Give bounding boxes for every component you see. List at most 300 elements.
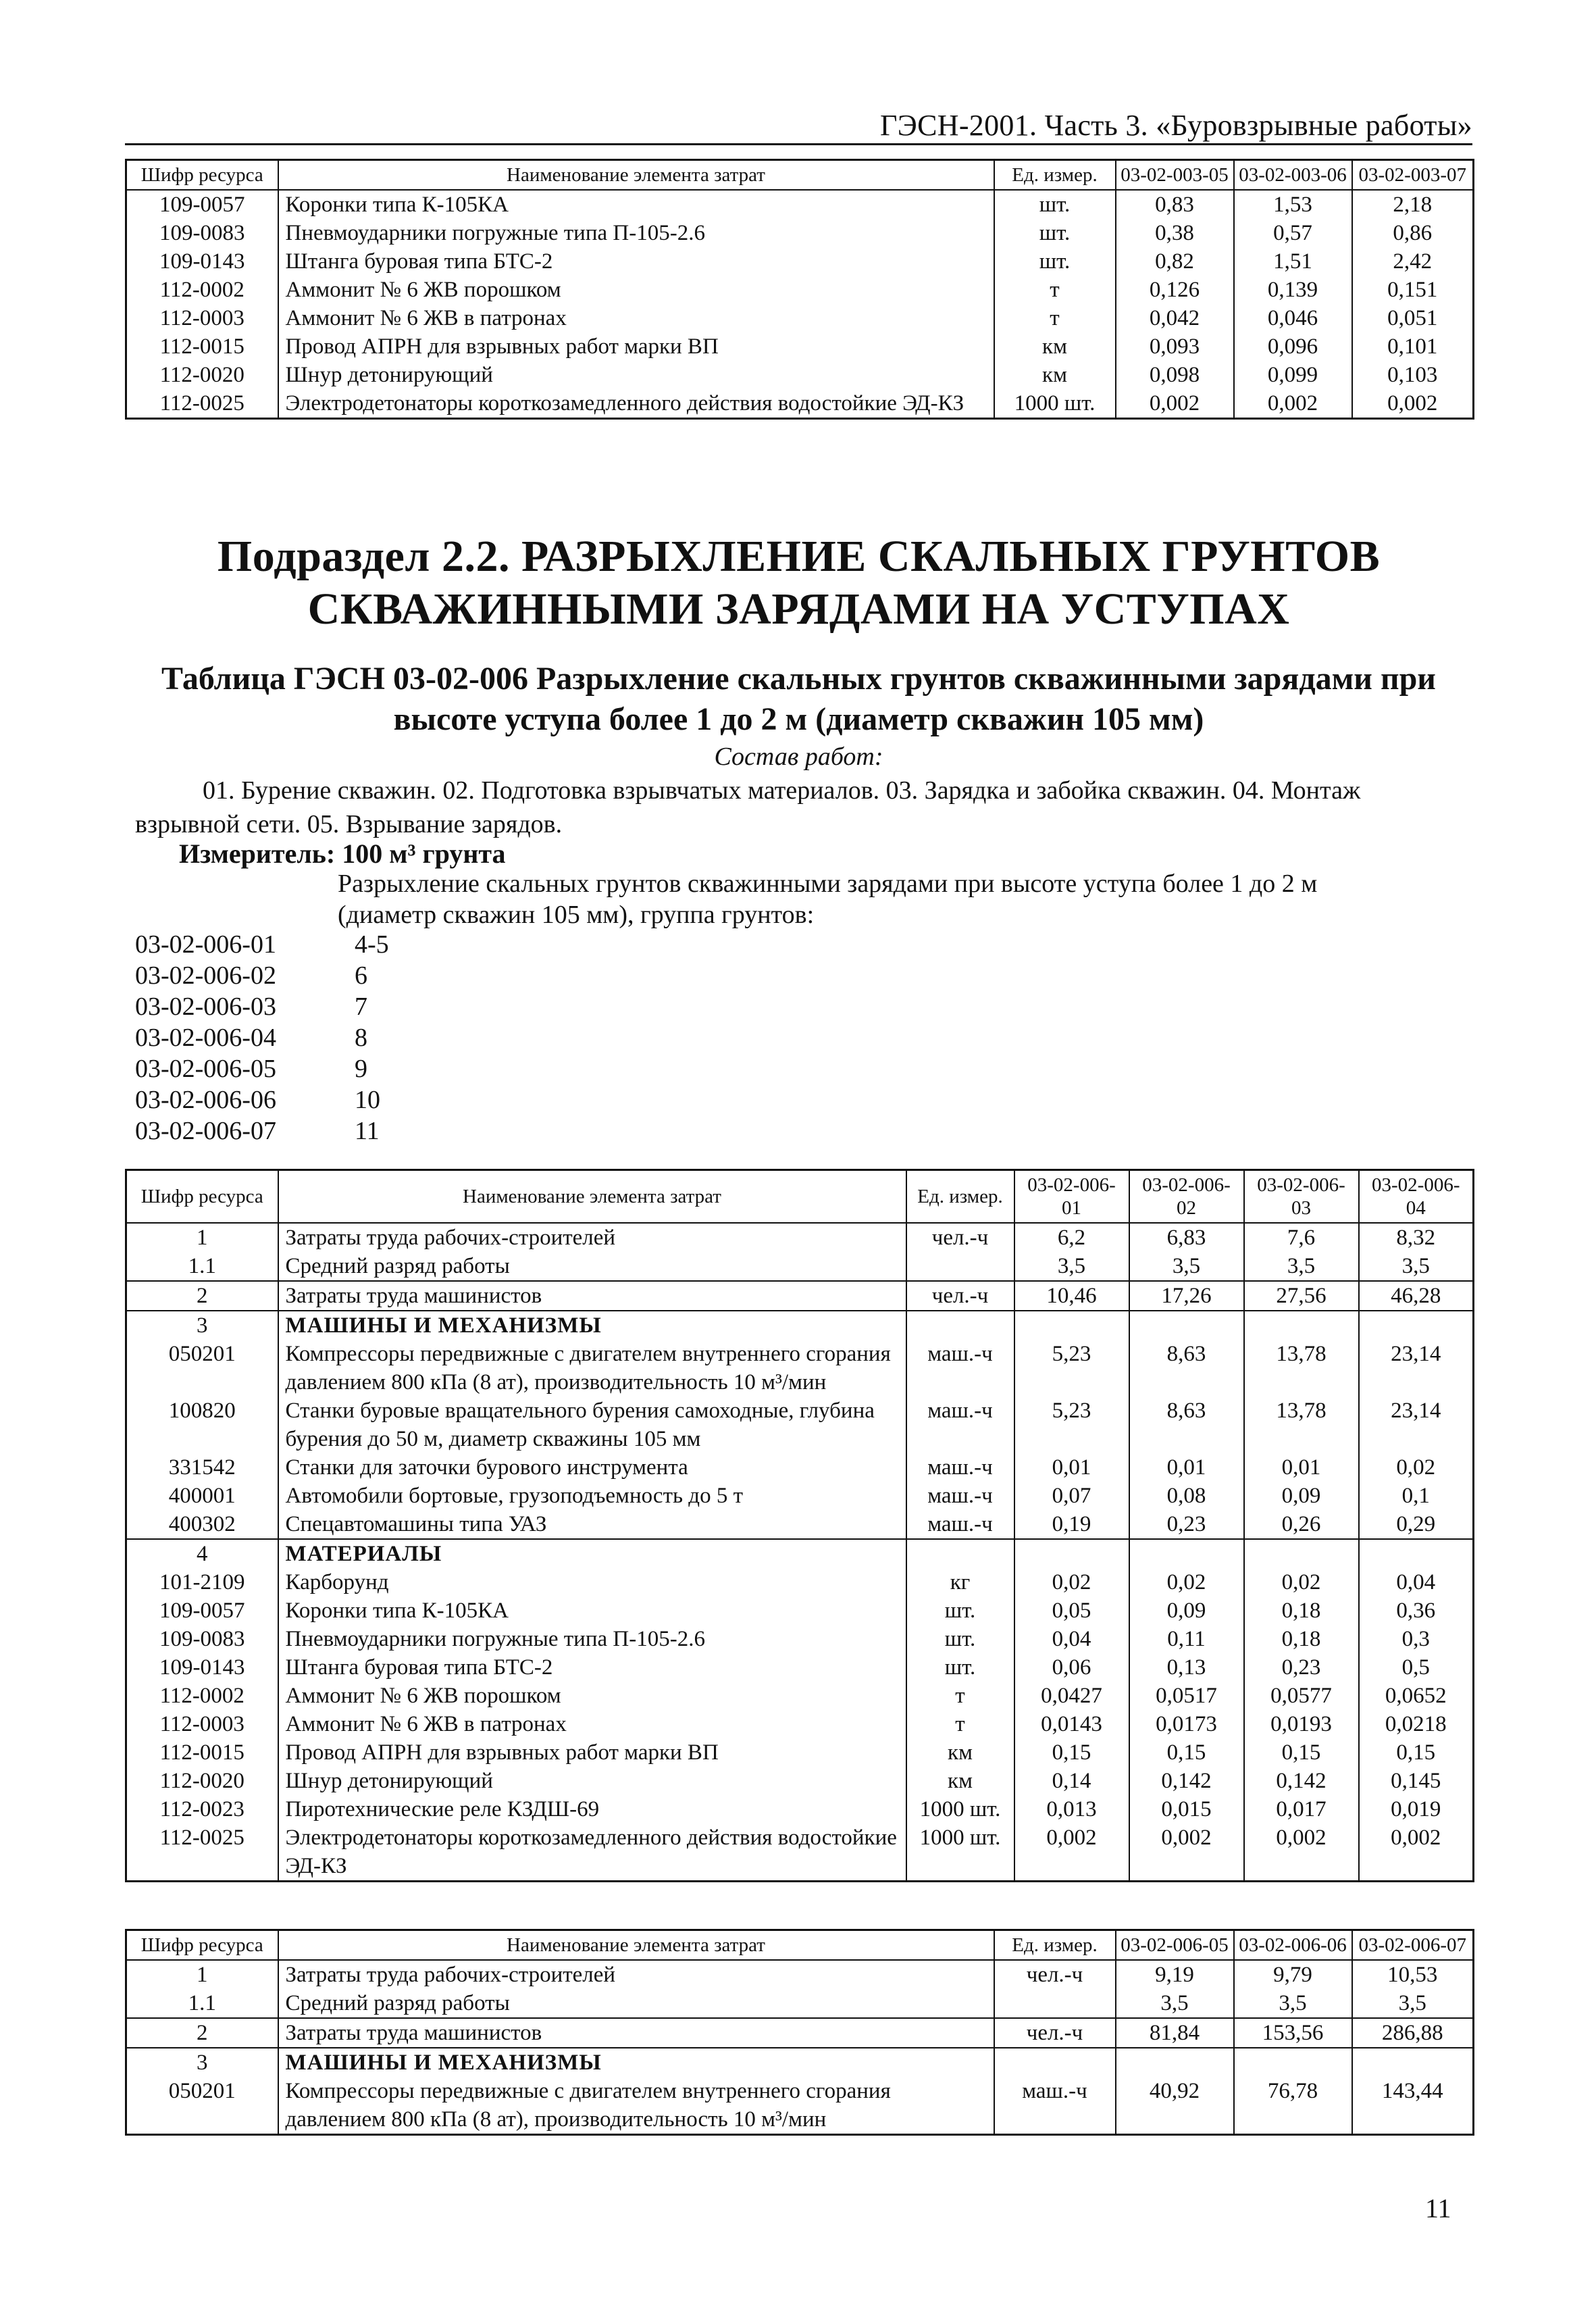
value-cell: 81,84	[1116, 2018, 1234, 2048]
table-row	[126, 1710, 1474, 1738]
table-row	[126, 332, 1474, 361]
resource-code-cell: 112-0003	[126, 1710, 278, 1738]
value-cell: 0,05	[1014, 1596, 1129, 1625]
resource-name-cell: Аммонит № 6 ЖВ в патронах	[278, 304, 994, 332]
value-cell: 0,142	[1244, 1767, 1359, 1795]
value-cell: 0,002	[1244, 1823, 1359, 1882]
table-row	[126, 1252, 1474, 1281]
section-heading-cell: МАШИНЫ И МЕХАНИЗМЫ	[278, 2048, 994, 2077]
value-cell: 1,51	[1234, 247, 1352, 276]
value-cell: 76,78	[1234, 2077, 1352, 2135]
resource-name-cell: Электродетонаторы короткозамедленного действия водостойкие ЭД-КЗ	[278, 389, 994, 419]
value-cell: 0,04	[1359, 1568, 1474, 1596]
resource-name-cell: Средний разряд работы	[278, 1989, 994, 2018]
resource-code-cell: 1	[126, 1960, 278, 1989]
value-cell: 0,0193	[1244, 1710, 1359, 1738]
resource-name-cell: Аммонит № 6 ЖВ в патронах	[278, 1710, 906, 1738]
value-cell: 0,57	[1234, 219, 1352, 247]
resource-name-cell: Компрессоры передвижные с двигателем внутреннего сгорания давлением 800 кПа (8 ат), производительность 10 м³/мин	[278, 1340, 906, 1397]
value-cell: 0,09	[1129, 1596, 1244, 1625]
table-header-row	[126, 1170, 1474, 1224]
unit-cell: шт.	[994, 219, 1116, 247]
table-row	[126, 1596, 1474, 1625]
resource-name-cell: Пневмоударники погружные типа П-105-2.6	[278, 1625, 906, 1653]
value-cell: 9,19	[1116, 1960, 1234, 1989]
value-cell	[1244, 1539, 1359, 1568]
value-cell: 6,2	[1014, 1223, 1129, 1252]
subsection-title-line2: СКВАЖИННЫМИ ЗАРЯДАМИ НА УСТУПАХ	[307, 584, 1290, 634]
running-header: ГЭСН-2001. Часть 3. «Буровзрывные работы»	[880, 109, 1472, 142]
norm-code: 03-02-006-06	[135, 1086, 276, 1114]
unit-cell: чел.-ч	[994, 1960, 1116, 1989]
column-header: Шифр ресурса	[126, 1170, 278, 1224]
resource-code-cell: 1.1	[126, 1989, 278, 2018]
table-header-row	[126, 160, 1474, 191]
table-row	[126, 1823, 1474, 1882]
table-row	[126, 1510, 1474, 1539]
value-cell: 0,101	[1352, 332, 1474, 361]
norm-code: 03-02-006-07	[135, 1117, 276, 1145]
resource-name-cell: Спецавтомашины типа УАЗ	[278, 1510, 906, 1539]
table-row	[126, 1738, 1474, 1767]
value-cell: 0,82	[1116, 247, 1234, 276]
table-row	[126, 1397, 1474, 1453]
value-cell: 0,0218	[1359, 1710, 1474, 1738]
resource-code-cell: 2	[126, 2018, 278, 2048]
table-row	[126, 1340, 1474, 1397]
resource-code-cell: 112-0020	[126, 1767, 278, 1795]
value-cell: 0,15	[1359, 1738, 1474, 1767]
value-cell: 40,92	[1116, 2077, 1234, 2135]
value-cell: 0,02	[1359, 1453, 1474, 1482]
measure-unit: Измеритель: 100 м³ грунта	[179, 838, 506, 869]
value-cell: 13,78	[1244, 1340, 1359, 1397]
unit-cell: маш.-ч	[906, 1453, 1014, 1482]
table-row	[126, 1960, 1474, 1989]
value-cell: 0,07	[1014, 1482, 1129, 1510]
unit-cell: 1000 шт.	[906, 1795, 1014, 1823]
resource-code-cell: 109-0143	[126, 247, 278, 276]
value-cell: 0,002	[1116, 389, 1234, 419]
value-cell: 0,051	[1352, 304, 1474, 332]
value-cell: 0,017	[1244, 1795, 1359, 1823]
unit-cell: маш.-ч	[906, 1340, 1014, 1397]
unit-cell	[994, 1989, 1116, 2018]
unit-cell	[994, 2048, 1116, 2077]
norm-code-item	[135, 1115, 389, 1147]
value-cell: 0,096	[1234, 332, 1352, 361]
resource-code-cell: 112-0003	[126, 304, 278, 332]
resource-name-cell: Коронки типа К-105КА	[278, 190, 994, 219]
soil-group: 11	[355, 1117, 380, 1145]
value-cell: 0,0143	[1014, 1710, 1129, 1738]
resource-code-cell: 100820	[126, 1397, 278, 1453]
table-row	[126, 190, 1474, 219]
table-row	[126, 1223, 1474, 1252]
value-cell: 0,0577	[1244, 1682, 1359, 1710]
table-row	[126, 2048, 1474, 2077]
table-row	[126, 1453, 1474, 1482]
column-header: Ед. измер.	[994, 160, 1116, 191]
resource-table-top	[125, 159, 1474, 420]
unit-cell: т	[994, 304, 1116, 332]
value-cell: 0,15	[1014, 1738, 1129, 1767]
value-cell: 27,56	[1244, 1281, 1359, 1311]
soil-group: 8	[355, 1024, 367, 1052]
resource-name-cell: Средний разряд работы	[278, 1252, 906, 1281]
value-cell: 0,002	[1129, 1823, 1244, 1882]
column-header: Наименование элемента затрат	[278, 160, 994, 191]
resource-code-cell: 112-0025	[126, 1823, 278, 1882]
table-row	[126, 1989, 1474, 2018]
resource-name-cell: Пиротехнические реле КЗДШ-69	[278, 1795, 906, 1823]
resource-code-cell: 112-0025	[126, 389, 278, 419]
value-cell: 0,042	[1116, 304, 1234, 332]
resource-name-cell: Затраты труда рабочих-строителей	[278, 1223, 906, 1252]
resource-name-cell: Провод АПРН для взрывных работ марки ВП	[278, 332, 994, 361]
value-cell: 0,11	[1129, 1625, 1244, 1653]
resource-code-cell: 4	[126, 1539, 278, 1568]
value-cell: 0,5	[1359, 1653, 1474, 1682]
table-row	[126, 361, 1474, 389]
table-row	[126, 219, 1474, 247]
resource-code-cell: 112-0020	[126, 361, 278, 389]
table-row	[126, 1281, 1474, 1311]
composition-text: 01. Бурение скважин. 02. Подготовка взрывчатых материалов. 03. Зарядка и забойка скважин. 04. Монтаж взрывной сети. 05. Взрывание зарядов.	[135, 776, 1361, 838]
value-cell: 23,14	[1359, 1397, 1474, 1453]
table-row	[126, 304, 1474, 332]
column-header: 03-02-006-05	[1116, 1930, 1234, 1961]
resource-code-cell: 112-0015	[126, 1738, 278, 1767]
table-row	[126, 276, 1474, 304]
resource-code-cell: 112-0023	[126, 1795, 278, 1823]
unit-cell: маш.-ч	[906, 1482, 1014, 1510]
resource-name-cell: Шнур детонирующий	[278, 1767, 906, 1795]
unit-cell: чел.-ч	[906, 1281, 1014, 1311]
table-header-row	[126, 1930, 1474, 1961]
value-cell: 0,01	[1014, 1453, 1129, 1482]
column-header: 03-02-006-07	[1352, 1930, 1474, 1961]
table-row	[126, 1568, 1474, 1596]
value-cell: 0,29	[1359, 1510, 1474, 1539]
norm-code-item	[135, 1022, 389, 1053]
value-cell: 0,002	[1359, 1823, 1474, 1882]
resource-code-cell: 050201	[126, 1340, 278, 1397]
resource-name-cell: Электродетонаторы короткозамедленного действия водостойкие ЭД-КЗ	[278, 1823, 906, 1882]
value-cell: 0,09	[1244, 1482, 1359, 1510]
resource-code-cell: 331542	[126, 1453, 278, 1482]
norm-code-list	[135, 929, 389, 1147]
value-cell: 0,18	[1244, 1596, 1359, 1625]
unit-cell: т	[906, 1710, 1014, 1738]
resource-name-cell: Шнур детонирующий	[278, 361, 994, 389]
value-cell: 3,5	[1129, 1252, 1244, 1281]
value-cell	[1116, 2048, 1234, 2077]
resource-name-cell: Коронки типа К-105КА	[278, 1596, 906, 1625]
column-header: 03-02-006-01	[1014, 1170, 1129, 1224]
value-cell	[1129, 1311, 1244, 1340]
resource-name-cell: Станки буровые вращательного бурения самоходные, глубина бурения до 50 м, диаметр скважины 105 мм	[278, 1397, 906, 1453]
soil-group: 6	[355, 961, 367, 990]
value-cell: 0,02	[1014, 1568, 1129, 1596]
column-header: Наименование элемента затрат	[278, 1170, 906, 1224]
value-cell: 0,002	[1014, 1823, 1129, 1882]
value-cell: 0,093	[1116, 332, 1234, 361]
unit-cell: кг	[906, 1568, 1014, 1596]
value-cell: 3,5	[1116, 1989, 1234, 2018]
value-cell: 0,013	[1014, 1795, 1129, 1823]
resource-name-cell: Станки для заточки бурового инструмента	[278, 1453, 906, 1482]
header-rule	[125, 143, 1472, 145]
value-cell: 17,26	[1129, 1281, 1244, 1311]
subsection-title-line1: Подраздел 2.2. РАЗРЫХЛЕНИЕ СКАЛЬНЫХ ГРУНТОВ	[217, 532, 1381, 581]
resource-name-cell: Компрессоры передвижные с двигателем внутреннего сгорания давлением 800 кПа (8 ат), производительность 10 м³/мин	[278, 2077, 994, 2135]
value-cell: 8,63	[1129, 1397, 1244, 1453]
value-cell: 2,42	[1352, 247, 1474, 276]
table-row	[126, 2018, 1474, 2048]
value-cell: 0,08	[1129, 1482, 1244, 1510]
value-cell	[1234, 2048, 1352, 2077]
soil-group: 9	[355, 1055, 367, 1083]
unit-cell	[906, 1311, 1014, 1340]
value-cell: 0,145	[1359, 1767, 1474, 1795]
table-row	[126, 1795, 1474, 1823]
resource-code-cell: 400001	[126, 1482, 278, 1510]
unit-cell: шт.	[906, 1596, 1014, 1625]
resource-code-cell: 112-0015	[126, 332, 278, 361]
norm-code-item	[135, 929, 389, 960]
table-title-line1: Таблица ГЭСН 03-02-006 Разрыхление скальных грунтов скважинными зарядами при	[161, 661, 1436, 697]
value-cell: 286,88	[1352, 2018, 1474, 2048]
value-cell: 1,53	[1234, 190, 1352, 219]
unit-cell	[906, 1252, 1014, 1281]
value-cell: 0,0173	[1129, 1710, 1244, 1738]
value-cell	[1359, 1311, 1474, 1340]
column-header: Ед. измер.	[906, 1170, 1014, 1224]
value-cell: 3,5	[1359, 1252, 1474, 1281]
resource-name-cell: Затраты труда машинистов	[278, 1281, 906, 1311]
page-number: 11	[1425, 2193, 1451, 2223]
soil-group: 10	[355, 1086, 380, 1114]
value-cell: 0,3	[1359, 1625, 1474, 1653]
value-cell: 0,06	[1014, 1653, 1129, 1682]
column-header: 03-02-003-07	[1352, 160, 1474, 191]
soil-group: 7	[355, 992, 367, 1021]
value-cell: 0,23	[1244, 1653, 1359, 1682]
unit-cell: маш.-ч	[906, 1397, 1014, 1453]
unit-cell: маш.-ч	[906, 1510, 1014, 1539]
value-cell: 9,79	[1234, 1960, 1352, 1989]
value-cell: 0,0427	[1014, 1682, 1129, 1710]
value-cell: 0,14	[1014, 1767, 1129, 1795]
resource-table-main	[125, 1169, 1474, 1882]
resource-code-cell: 109-0143	[126, 1653, 278, 1682]
resource-name-cell: Провод АПРН для взрывных работ марки ВП	[278, 1738, 906, 1767]
value-cell: 0,83	[1116, 190, 1234, 219]
value-cell: 0,01	[1244, 1453, 1359, 1482]
table-row	[126, 1625, 1474, 1653]
unit-cell: маш.-ч	[994, 2077, 1116, 2135]
unit-cell: шт.	[906, 1625, 1014, 1653]
value-cell: 0,15	[1129, 1738, 1244, 1767]
value-cell: 10,53	[1352, 1960, 1474, 1989]
resource-code-cell: 2	[126, 1281, 278, 1311]
value-cell: 10,46	[1014, 1281, 1129, 1311]
resource-name-cell: Штанга буровая типа БТС-2	[278, 1653, 906, 1682]
table-row	[126, 1539, 1474, 1568]
value-cell: 8,32	[1359, 1223, 1474, 1252]
section-heading-cell: МАТЕРИАЛЫ	[278, 1539, 906, 1568]
value-cell: 5,23	[1014, 1397, 1129, 1453]
table-row	[126, 1482, 1474, 1510]
value-cell	[1352, 2048, 1474, 2077]
resource-code-cell: 109-0057	[126, 1596, 278, 1625]
table-row	[126, 1767, 1474, 1795]
value-cell: 0,0517	[1129, 1682, 1244, 1710]
norm-code-item	[135, 991, 389, 1022]
value-cell: 0,103	[1352, 361, 1474, 389]
value-cell: 0,15	[1244, 1738, 1359, 1767]
value-cell	[1244, 1311, 1359, 1340]
resource-name-cell: Карборунд	[278, 1568, 906, 1596]
column-header: 03-02-006-04	[1359, 1170, 1474, 1224]
value-cell: 0,015	[1129, 1795, 1244, 1823]
table-row	[126, 1653, 1474, 1682]
norm-code: 03-02-006-02	[135, 961, 276, 990]
value-cell: 6,83	[1129, 1223, 1244, 1252]
resource-code-cell: 112-0002	[126, 276, 278, 304]
column-header: Наименование элемента затрат	[278, 1930, 994, 1961]
value-cell	[1359, 1539, 1474, 1568]
value-cell: 0,86	[1352, 219, 1474, 247]
value-cell: 0,38	[1116, 219, 1234, 247]
value-cell: 3,5	[1234, 1989, 1352, 2018]
table-title	[125, 659, 1472, 740]
value-cell: 0,002	[1352, 389, 1474, 419]
table-row	[126, 1682, 1474, 1710]
value-cell: 0,23	[1129, 1510, 1244, 1539]
column-header: Шифр ресурса	[126, 160, 278, 191]
column-header: 03-02-006-06	[1234, 1930, 1352, 1961]
resource-name-cell: Затраты труда рабочих-строителей	[278, 1960, 994, 1989]
resource-table-bottom	[125, 1929, 1474, 2136]
value-cell: 0,046	[1234, 304, 1352, 332]
value-cell: 0,19	[1014, 1510, 1129, 1539]
value-cell: 0,01	[1129, 1453, 1244, 1482]
norm-code: 03-02-006-04	[135, 1024, 276, 1052]
value-cell: 8,63	[1129, 1340, 1244, 1397]
norm-code-item	[135, 1053, 389, 1084]
resource-code-cell: 109-0083	[126, 1625, 278, 1653]
value-cell: 0,36	[1359, 1596, 1474, 1625]
resource-name-cell: Пневмоударники погружные типа П-105-2.6	[278, 219, 994, 247]
value-cell: 7,6	[1244, 1223, 1359, 1252]
value-cell: 0,1	[1359, 1482, 1474, 1510]
soil-group: 4-5	[355, 930, 389, 959]
resource-name-cell: Автомобили бортовые, грузоподъемность до 5 т	[278, 1482, 906, 1510]
resource-name-cell: Аммонит № 6 ЖВ порошком	[278, 276, 994, 304]
resource-code-cell: 112-0002	[126, 1682, 278, 1710]
value-cell: 0,04	[1014, 1625, 1129, 1653]
value-cell: 143,44	[1352, 2077, 1474, 2135]
unit-cell: шт.	[994, 190, 1116, 219]
column-header: Ед. измер.	[994, 1930, 1116, 1961]
norm-code: 03-02-006-03	[135, 992, 276, 1021]
unit-cell: т	[994, 276, 1116, 304]
value-cell: 0,0652	[1359, 1682, 1474, 1710]
value-cell: 0,126	[1116, 276, 1234, 304]
unit-cell: чел.-ч	[906, 1223, 1014, 1252]
value-cell	[1014, 1311, 1129, 1340]
column-header: 03-02-003-05	[1116, 160, 1234, 191]
resource-name-cell: Аммонит № 6 ЖВ порошком	[278, 1682, 906, 1710]
unit-cell: км	[994, 332, 1116, 361]
column-header: 03-02-006-02	[1129, 1170, 1244, 1224]
norm-description: Разрыхление скальных грунтов скважинными зарядами при высоте уступа более 1 до 2 м (диаметр скважин 105 мм), группа грунтов:	[338, 870, 1318, 929]
table-row	[126, 1311, 1474, 1340]
column-header: 03-02-006-03	[1244, 1170, 1359, 1224]
value-cell	[1129, 1539, 1244, 1568]
column-header: 03-02-003-06	[1234, 160, 1352, 191]
unit-cell: 1000 шт.	[906, 1823, 1014, 1882]
value-cell: 0,099	[1234, 361, 1352, 389]
value-cell: 0,02	[1129, 1568, 1244, 1596]
subsection-title	[125, 530, 1472, 636]
value-cell: 0,098	[1116, 361, 1234, 389]
value-cell: 0,151	[1352, 276, 1474, 304]
composition-label: Состав работ:	[714, 743, 883, 771]
table-title-line2: высоте уступа более 1 до 2 м (диаметр скважин 105 мм)	[393, 701, 1204, 737]
column-header: Шифр ресурса	[126, 1930, 278, 1961]
value-cell: 46,28	[1359, 1281, 1474, 1311]
value-cell: 0,139	[1234, 276, 1352, 304]
unit-cell: чел.-ч	[994, 2018, 1116, 2048]
value-cell: 0,26	[1244, 1510, 1359, 1539]
norm-code-item	[135, 1084, 389, 1115]
unit-cell: т	[906, 1682, 1014, 1710]
unit-cell	[906, 1539, 1014, 1568]
resource-code-cell: 109-0057	[126, 190, 278, 219]
resource-code-cell: 109-0083	[126, 219, 278, 247]
table-row	[126, 247, 1474, 276]
value-cell: 5,23	[1014, 1340, 1129, 1397]
value-cell: 13,78	[1244, 1397, 1359, 1453]
value-cell	[1014, 1539, 1129, 1568]
resource-code-cell: 400302	[126, 1510, 278, 1539]
resource-code-cell: 050201	[126, 2077, 278, 2135]
unit-cell: 1000 шт.	[994, 389, 1116, 419]
value-cell: 0,02	[1244, 1568, 1359, 1596]
value-cell: 3,5	[1014, 1252, 1129, 1281]
value-cell: 2,18	[1352, 190, 1474, 219]
table-row	[126, 2077, 1474, 2135]
value-cell: 0,13	[1129, 1653, 1244, 1682]
value-cell: 3,5	[1244, 1252, 1359, 1281]
unit-cell: км	[994, 361, 1116, 389]
resource-code-cell: 1.1	[126, 1252, 278, 1281]
value-cell: 23,14	[1359, 1340, 1474, 1397]
unit-cell: шт.	[994, 247, 1116, 276]
value-cell: 0,019	[1359, 1795, 1474, 1823]
unit-cell: км	[906, 1738, 1014, 1767]
table-row	[126, 389, 1474, 419]
unit-cell: км	[906, 1767, 1014, 1795]
resource-name-cell: Штанга буровая типа БТС-2	[278, 247, 994, 276]
norm-code: 03-02-006-01	[135, 930, 276, 959]
value-cell: 0,18	[1244, 1625, 1359, 1653]
value-cell: 3,5	[1352, 1989, 1474, 2018]
norm-code: 03-02-006-05	[135, 1055, 276, 1083]
